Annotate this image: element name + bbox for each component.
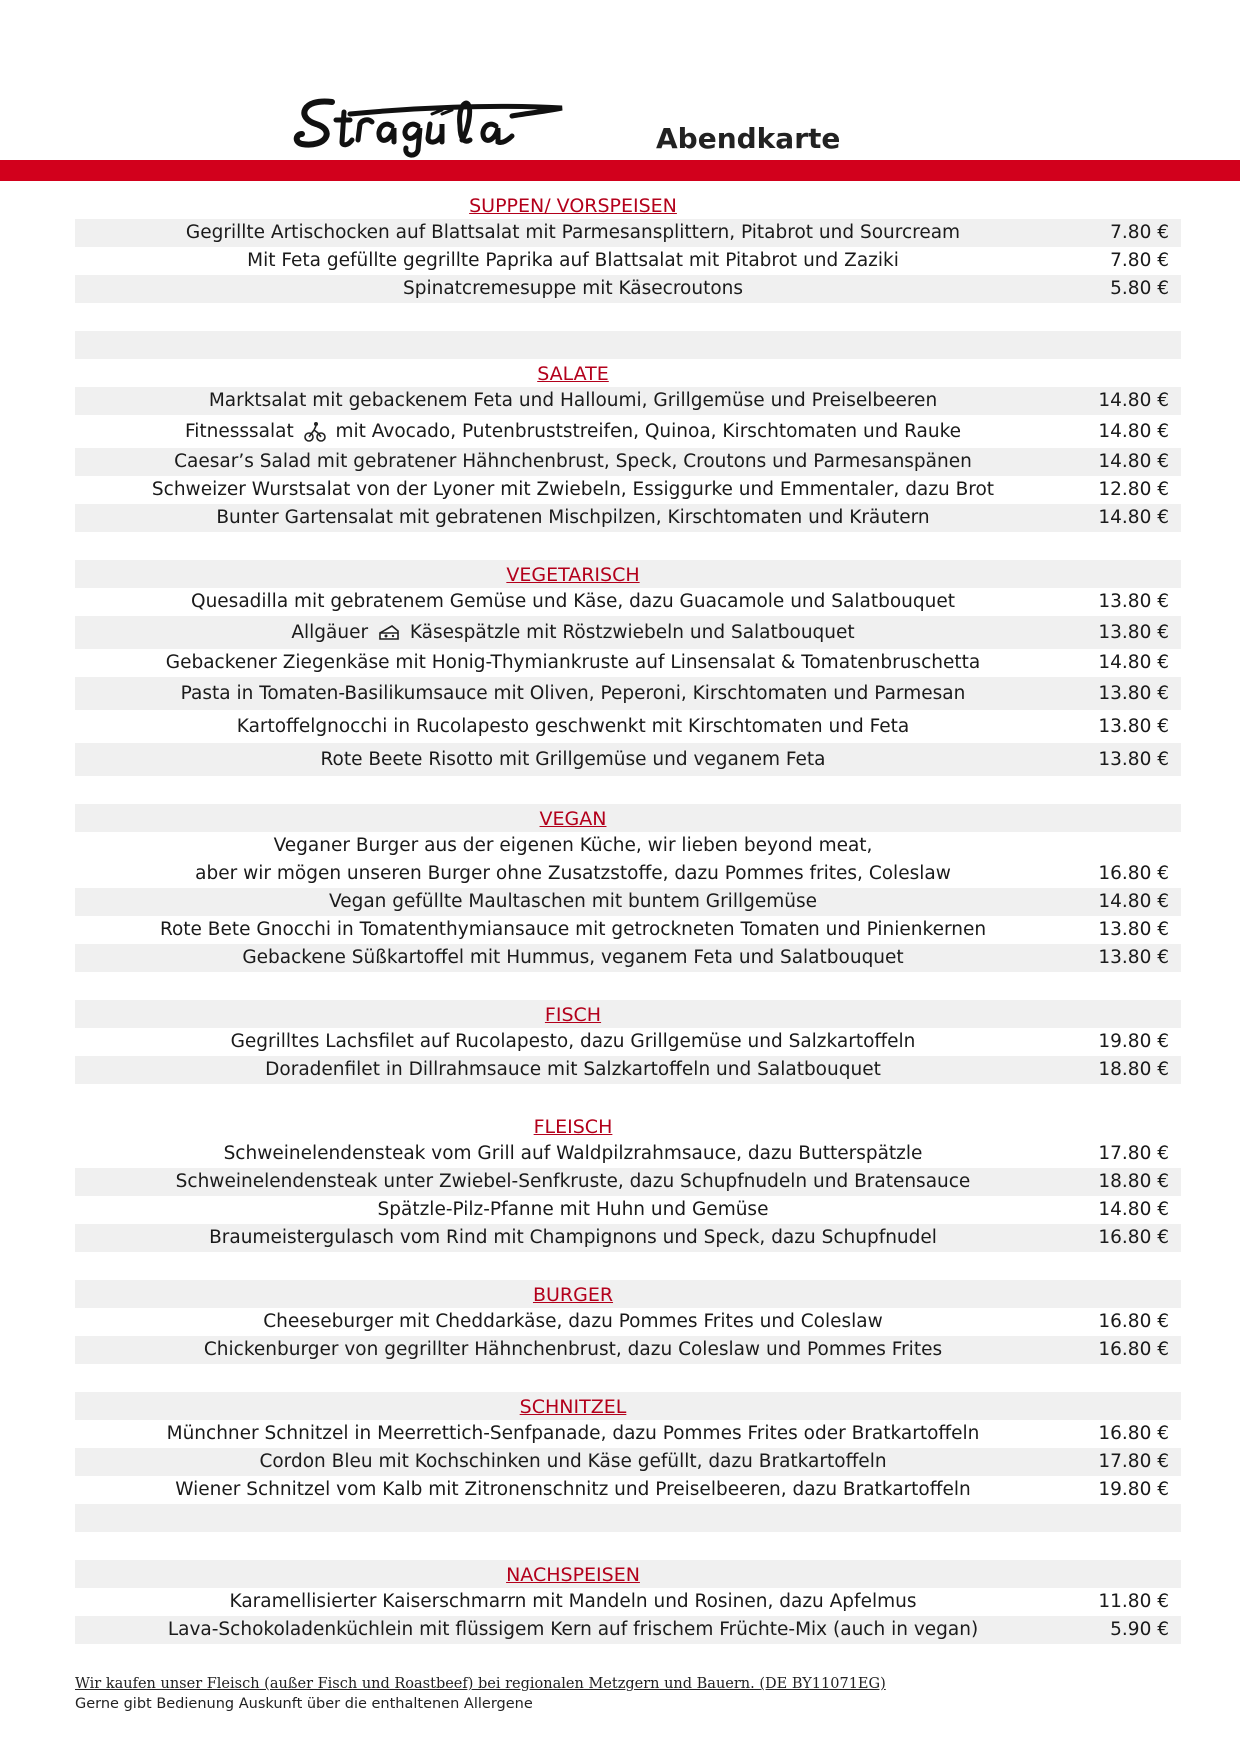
menu-item: Kartoffelgnocchi in Rucolapesto geschwenkt mit Kirschtomaten und Feta 13.80 € xyxy=(236,716,1169,737)
menu-item: Braumeistergulasch vom Rind mit Champignons und Speck, dazu Schupfnudel 16.80 € xyxy=(75,1224,1181,1252)
menu-item: Schweinelendensteak unter Zwiebel-Senfkruste, dazu Schupfnudeln und Bratensauce 18.80 € xyxy=(75,1168,1181,1196)
accent-bar xyxy=(0,160,1240,181)
menu-item: Fitnesssalat mit Avocado, Putenbruststreifen, Quinoa, Kirschtomaten und Rauke 14.80 € xyxy=(184,421,1169,442)
menu-item: Vegan gefüllte Maultaschen mit buntem Grillgemüse 14.80 € xyxy=(75,888,1181,916)
menu-body xyxy=(75,191,1181,1644)
menu-item: Allgäuer Käsespätzle mit Röstzwiebeln und Salatbouquet 13.80 € xyxy=(75,616,1181,649)
menu-item: Doradenfilet in Dillrahmsauce mit Salzkartoffeln und Salatbouquet 18.80 € xyxy=(75,1056,1181,1084)
cheese-icon xyxy=(378,623,400,643)
section-header-schnitzel: SCHNITZEL xyxy=(75,1392,1181,1420)
menu-item: Gebackene Süßkartoffel mit Hummus, veganem Feta und Salatbouquet 13.80 € xyxy=(75,944,1181,972)
stragula-logo xyxy=(292,90,572,160)
spacer xyxy=(75,972,1181,1000)
menu-item: Wiener Schnitzel vom Kalb mit Zitronenschnitz und Preiselbeeren, dazu Bratkartoffeln 19.80 € xyxy=(175,1479,1169,1500)
menu-item: aber wir mögen unseren Burger ohne Zusatzstoffe, dazu Pommes frites, Coleslaw 16.80 € xyxy=(195,863,1169,884)
menu-item: Marktsalat mit gebackenem Feta und Halloumi, Grillgemüse und Preiselbeeren 14.80 € xyxy=(75,387,1181,415)
menu-item: Gegrilltes Lachsfilet auf Rucolapesto, dazu Grillgemüse und Salzkartoffeln 19.80 € xyxy=(230,1031,1169,1052)
menu-item: Karamellisierter Kaiserschmarrn mit Mandeln und Rosinen, dazu Apfelmus 11.80 € xyxy=(229,1591,1169,1612)
cyclist-icon xyxy=(304,421,326,443)
footer-allergens: Gerne gibt Bedienung Auskunft über die enthaltenen Allergene xyxy=(75,1696,533,1712)
spacer xyxy=(75,1532,1181,1560)
footer-meat-source: Wir kaufen unser Fleisch (außer Fisch und Roastbeef) bei regionalen Metzgern und Bauern. (DE BY11071EG) xyxy=(75,1676,886,1692)
menu-item: Rote Beete Risotto mit Grillgemüse und veganem Feta 13.80 € xyxy=(75,743,1181,776)
spacer xyxy=(75,1504,1181,1532)
menu-item: Bunter Gartensalat mit gebratenen Mischpilzen, Kirschtomaten und Kräutern 14.80 € xyxy=(75,504,1181,532)
spacer xyxy=(75,1084,1181,1112)
menu-item: Caesar’s Salad mit gebratener Hähnchenbrust, Speck, Croutons und Parmesanspänen 14.80 € xyxy=(75,448,1181,476)
spacer xyxy=(75,303,1181,331)
spacer xyxy=(75,776,1181,804)
section-header-suppen: SUPPEN/ VORSPEISEN xyxy=(469,195,677,217)
section-header-fleisch: FLEISCH xyxy=(533,1116,613,1138)
menu-item: Schweinelendensteak vom Grill auf Waldpilzrahmsauce, dazu Butterspätzle 17.80 € xyxy=(223,1143,1169,1164)
menu-item: Schweizer Wurstsalat von der Lyoner mit Zwiebeln, Essiggurke und Emmentaler, dazu Brot 12.80 € xyxy=(151,479,1169,500)
menu-item: Veganer Burger aus der eigenen Küche, wir lieben beyond meat, xyxy=(273,835,873,856)
menu-item: Gegrillte Artischocken auf Blattsalat mit Parmesansplittern, Pitabrot und Sourcream 7.80 € xyxy=(75,219,1181,247)
menu-item: Gebackener Ziegenkäse mit Honig-Thymiankruste auf Linsensalat & Tomatenbruschetta 14.80 € xyxy=(165,652,1169,673)
section-header-nachspeisen: NACHSPEISEN xyxy=(75,1560,1181,1588)
spacer xyxy=(75,532,1181,560)
menu-item: Cheeseburger mit Cheddarkäse, dazu Pommes Frites und Coleslaw 16.80 € xyxy=(263,1311,1169,1332)
section-header-salate: SALATE xyxy=(537,363,609,385)
menu-item: Münchner Schnitzel in Meerrettich-Senfpanade, dazu Pommes Frites oder Bratkartoffeln 16.80 € xyxy=(166,1423,1169,1444)
menu-item: Rote Bete Gnocchi in Tomatenthymiansauce mit getrockneten Tomaten und Pinienkernen 13.80 € xyxy=(159,919,1169,940)
menu-item: Spinatcremesuppe mit Käsecroutons 5.80 € xyxy=(75,275,1181,303)
menu-title: Abendkarte xyxy=(656,122,841,155)
section-header-burger: BURGER xyxy=(75,1280,1181,1308)
spacer xyxy=(75,1252,1181,1280)
menu-item: Spätzle-Pilz-Pfanne mit Huhn und Gemüse 14.80 € xyxy=(377,1199,1169,1220)
section-header-fisch: FISCH xyxy=(75,1000,1181,1028)
menu-item: Cordon Bleu mit Kochschinken und Käse gefüllt, dazu Bratkartoffeln 17.80 € xyxy=(75,1448,1181,1476)
section-header-vegetarisch: VEGETARISCH xyxy=(75,560,1181,588)
section-header-vegan: VEGAN xyxy=(75,804,1181,832)
menu-item: Pasta in Tomaten-Basilikumsauce mit Oliven, Peperoni, Kirschtomaten und Parmesan 13.80 € xyxy=(75,677,1181,710)
menu-item: Mit Feta gefüllte gegrillte Paprika auf Blattsalat mit Pitabrot und Zaziki 7.80 € xyxy=(247,250,1169,271)
menu-item: Lava-Schokoladenküchlein mit flüssigem Kern auf frischem Früchte-Mix (auch in vegan) 5.90 € xyxy=(75,1616,1181,1644)
spacer xyxy=(75,1364,1181,1392)
menu-item: Chickenburger von gegrillter Hähnchenbrust, dazu Coleslaw und Pommes Frites 16.80 € xyxy=(75,1336,1181,1364)
footer xyxy=(75,1676,886,1712)
spacer xyxy=(75,331,1181,359)
menu-item: Quesadilla mit gebratenem Gemüse und Käse, dazu Guacamole und Salatbouquet 13.80 € xyxy=(191,591,1169,612)
